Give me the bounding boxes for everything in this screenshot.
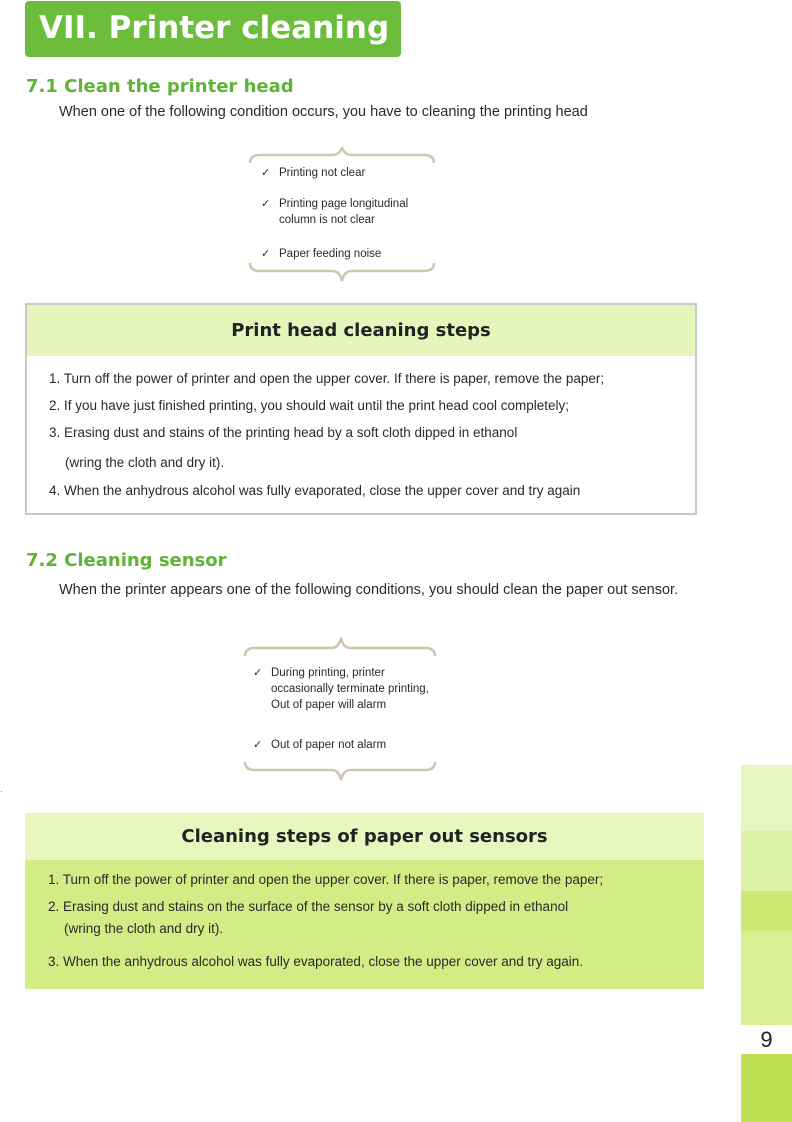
check-icon: ✓ xyxy=(261,167,271,179)
step-item: 1. Turn off the power of printer and open the upper cover. If there is paper, remove the paper; xyxy=(48,872,604,887)
step-item: 3. Erasing dust and stains of the printing head by a soft cloth dipped in ethanol xyxy=(49,425,518,440)
sidebar-tab xyxy=(741,765,792,831)
print-head-cleaning-box xyxy=(25,303,697,515)
sidebar-tab xyxy=(741,931,792,1025)
sidebar-tab xyxy=(741,891,792,931)
section-title-clean-head: 7.1 Clean the printer head xyxy=(26,76,294,97)
section-intro-clean-head: When one of the following condition occurs, you have to cleaning the printing head xyxy=(59,104,588,120)
box-title: Print head cleaning steps xyxy=(27,305,695,356)
step-item: 2. Erasing dust and stains on the surface of the sensor by a soft cloth dipped in ethanol xyxy=(48,899,569,914)
check-icon: ✓ xyxy=(253,739,263,751)
condition-item: ✓ During printing, printer occasionally terminate printing, Out of paper will alarm xyxy=(253,667,429,711)
stray-mark xyxy=(1,791,2,792)
step-item: 2. If you have just finished printing, you should wait until the print head cool completely; xyxy=(49,398,570,413)
step-item: 4. When the anhydrous alcohol was fully evaporated, close the upper cover and try again xyxy=(49,483,581,498)
condition-item: ✓ Printing not clear xyxy=(261,167,366,179)
section-intro-cleaning-sensor: When the printer appears one of the following conditions, you should clean the paper out sensor. xyxy=(59,582,679,598)
box-title: Cleaning steps of paper out sensors xyxy=(25,813,704,860)
step-item-continued: (wring the cloth and dry it). xyxy=(64,921,224,936)
check-icon: ✓ xyxy=(253,667,263,679)
step-item-continued: (wring the cloth and dry it). xyxy=(65,455,225,470)
sensor-cleaning-box xyxy=(25,813,704,989)
step-item: 1. Turn off the power of printer and open the upper cover. If there is paper, remove the paper; xyxy=(49,371,605,386)
page-number: 9 xyxy=(760,1027,773,1052)
condition-item: ✓ Paper feeding noise xyxy=(261,248,382,260)
chapter-title: VII. Printer cleaning xyxy=(25,1,401,57)
condition-item: ✓ Out of paper not alarm xyxy=(253,739,387,751)
check-icon: ✓ xyxy=(261,248,271,260)
step-item: 3. When the anhydrous alcohol was fully evaporated, close the upper cover and try again. xyxy=(48,954,584,969)
condition-item: ✓ Printing page longitudinal column is not clear xyxy=(261,198,409,226)
sidebar-tab-current xyxy=(741,1054,792,1122)
check-icon: ✓ xyxy=(261,198,271,210)
section-title-cleaning-sensor: 7.2 Cleaning sensor xyxy=(26,550,227,571)
sidebar-tab xyxy=(741,831,792,891)
